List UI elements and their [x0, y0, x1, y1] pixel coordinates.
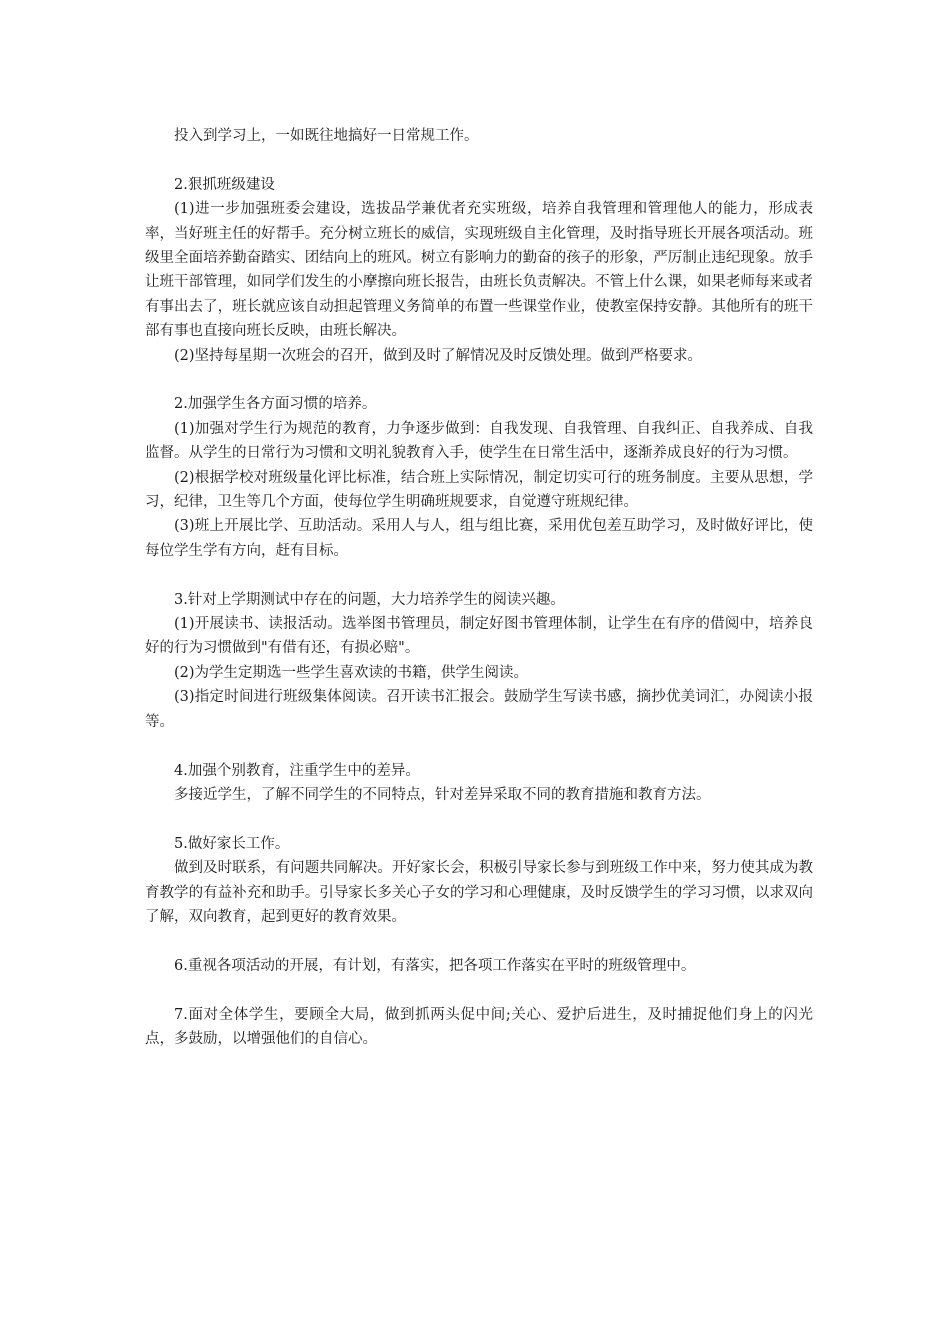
paragraph-spacer	[145, 807, 813, 831]
paragraph: 投入到学习上，一如既往地搞好一日常规工作。	[174, 128, 479, 144]
paragraph: (1)进一步加强班委会建设，选拔品学兼优者充实班级，培养自我管理和管理他人的能力，形成表率，当好班主任的好帮手。充分树立班长的威信，实现班级自主化管理，及时指导班长开展各项活动。班级里全面培养勤奋踏实、团结向上的班风。树立有影响力的勤奋的孩子的形象，严厉制止违纪现象。放手让班干部管理，如同学们发生的小摩擦向班长报告，由班长负责解决。不管上什么课，如果老师每来或者有事出去了，班长就应该自动担起管理义务简单的布置一些课堂作业，使教室保持安静。其他所有的班干部有事也直接向班长反映，由班长解决。	[145, 201, 813, 340]
paragraph: 2.加强学生各方面习惯的培养。	[174, 396, 377, 413]
paragraph: (1)加强对学生行为规范的教育，力争逐步做到：自我发现、自我管理、自我纠正、自我养成、自我监督。从学生的日常行为习惯和文明礼貌教育入手，使学生在日常生活中，逐渐养成良好的行为习惯。	[145, 420, 813, 462]
document-body	[145, 124, 813, 1051]
paragraph: 7.面对全体学生，要顾全大局，做到抓两头促中间;关心、爱护后进生，及时捕捉他们身上的闪光点，多鼓励，以增强他们的自信心。	[145, 1006, 813, 1047]
paragraph: 3.针对上学期测试中存在的问题，大力培养学生的阅读兴趣。	[174, 591, 565, 608]
paragraph: 多接近学生，了解不同学生的不同特点，针对差异采取不同的教育措施和教育方法。	[174, 786, 711, 803]
paragraph-spacer	[145, 978, 813, 1002]
paragraph: (1)开展读书、读报活动。选举图书管理员，制定好图书管理体制，让学生在有序的借阅中，培养良好的行为习惯做到"有借有还，有损必赔"。	[145, 616, 813, 657]
paragraph: 5.做好家长工作。	[174, 835, 290, 852]
paragraph: (3)班上开展比学、互助活动。采用人与人，组与组比赛，采用优包差互助学习，及时做好评比，使每位学生学有方向，赶有目标。	[145, 518, 813, 559]
paragraph-spacer	[145, 368, 813, 392]
paragraph: (2)根据学校对班级量化评比标准，结合班上实际情况，制定切实可行的班务制度。主要从思想，学习，纪律，卫生等几个方面，使每位学生明确班规要求，自觉遵守班规纪律。	[145, 469, 813, 511]
paragraph: (2)坚持每星期一次班会的召开，做到及时了解情况及时反馈处理。做到严格要求。	[174, 347, 703, 364]
paragraph: 4.加强个别教育，注重学生中的差异。	[174, 762, 420, 779]
paragraph: 做到及时联系，有问题共同解决。开好家长会，积极引导家长参与到班级工作中来，努力使其成为教育教学的有益补充和助手。引导家长多关心子女的学习和心理健康，及时反馈学生的学习习惯，以求双向了解，双向教育，起到更好的教育效果。	[145, 860, 813, 925]
paragraph: (3)指定时间进行班级集体阅读。召开读书汇报会。鼓励学生写读书感，摘抄优美词汇，办阅读小报等。	[145, 689, 813, 730]
paragraph: (2)为学生定期选一些学生喜欢读的书籍，供学生阅读。	[174, 664, 529, 681]
paragraph-spacer	[145, 563, 813, 587]
paragraph: 6.重视各项活动的开展，有计划，有落实，把各项工作落实在平时的班级管理中。	[174, 957, 696, 974]
paragraph-spacer	[145, 734, 813, 758]
paragraph: 2.狠抓班级建设	[174, 176, 275, 193]
paragraph-spacer	[145, 148, 813, 172]
paragraph-spacer	[145, 929, 813, 953]
